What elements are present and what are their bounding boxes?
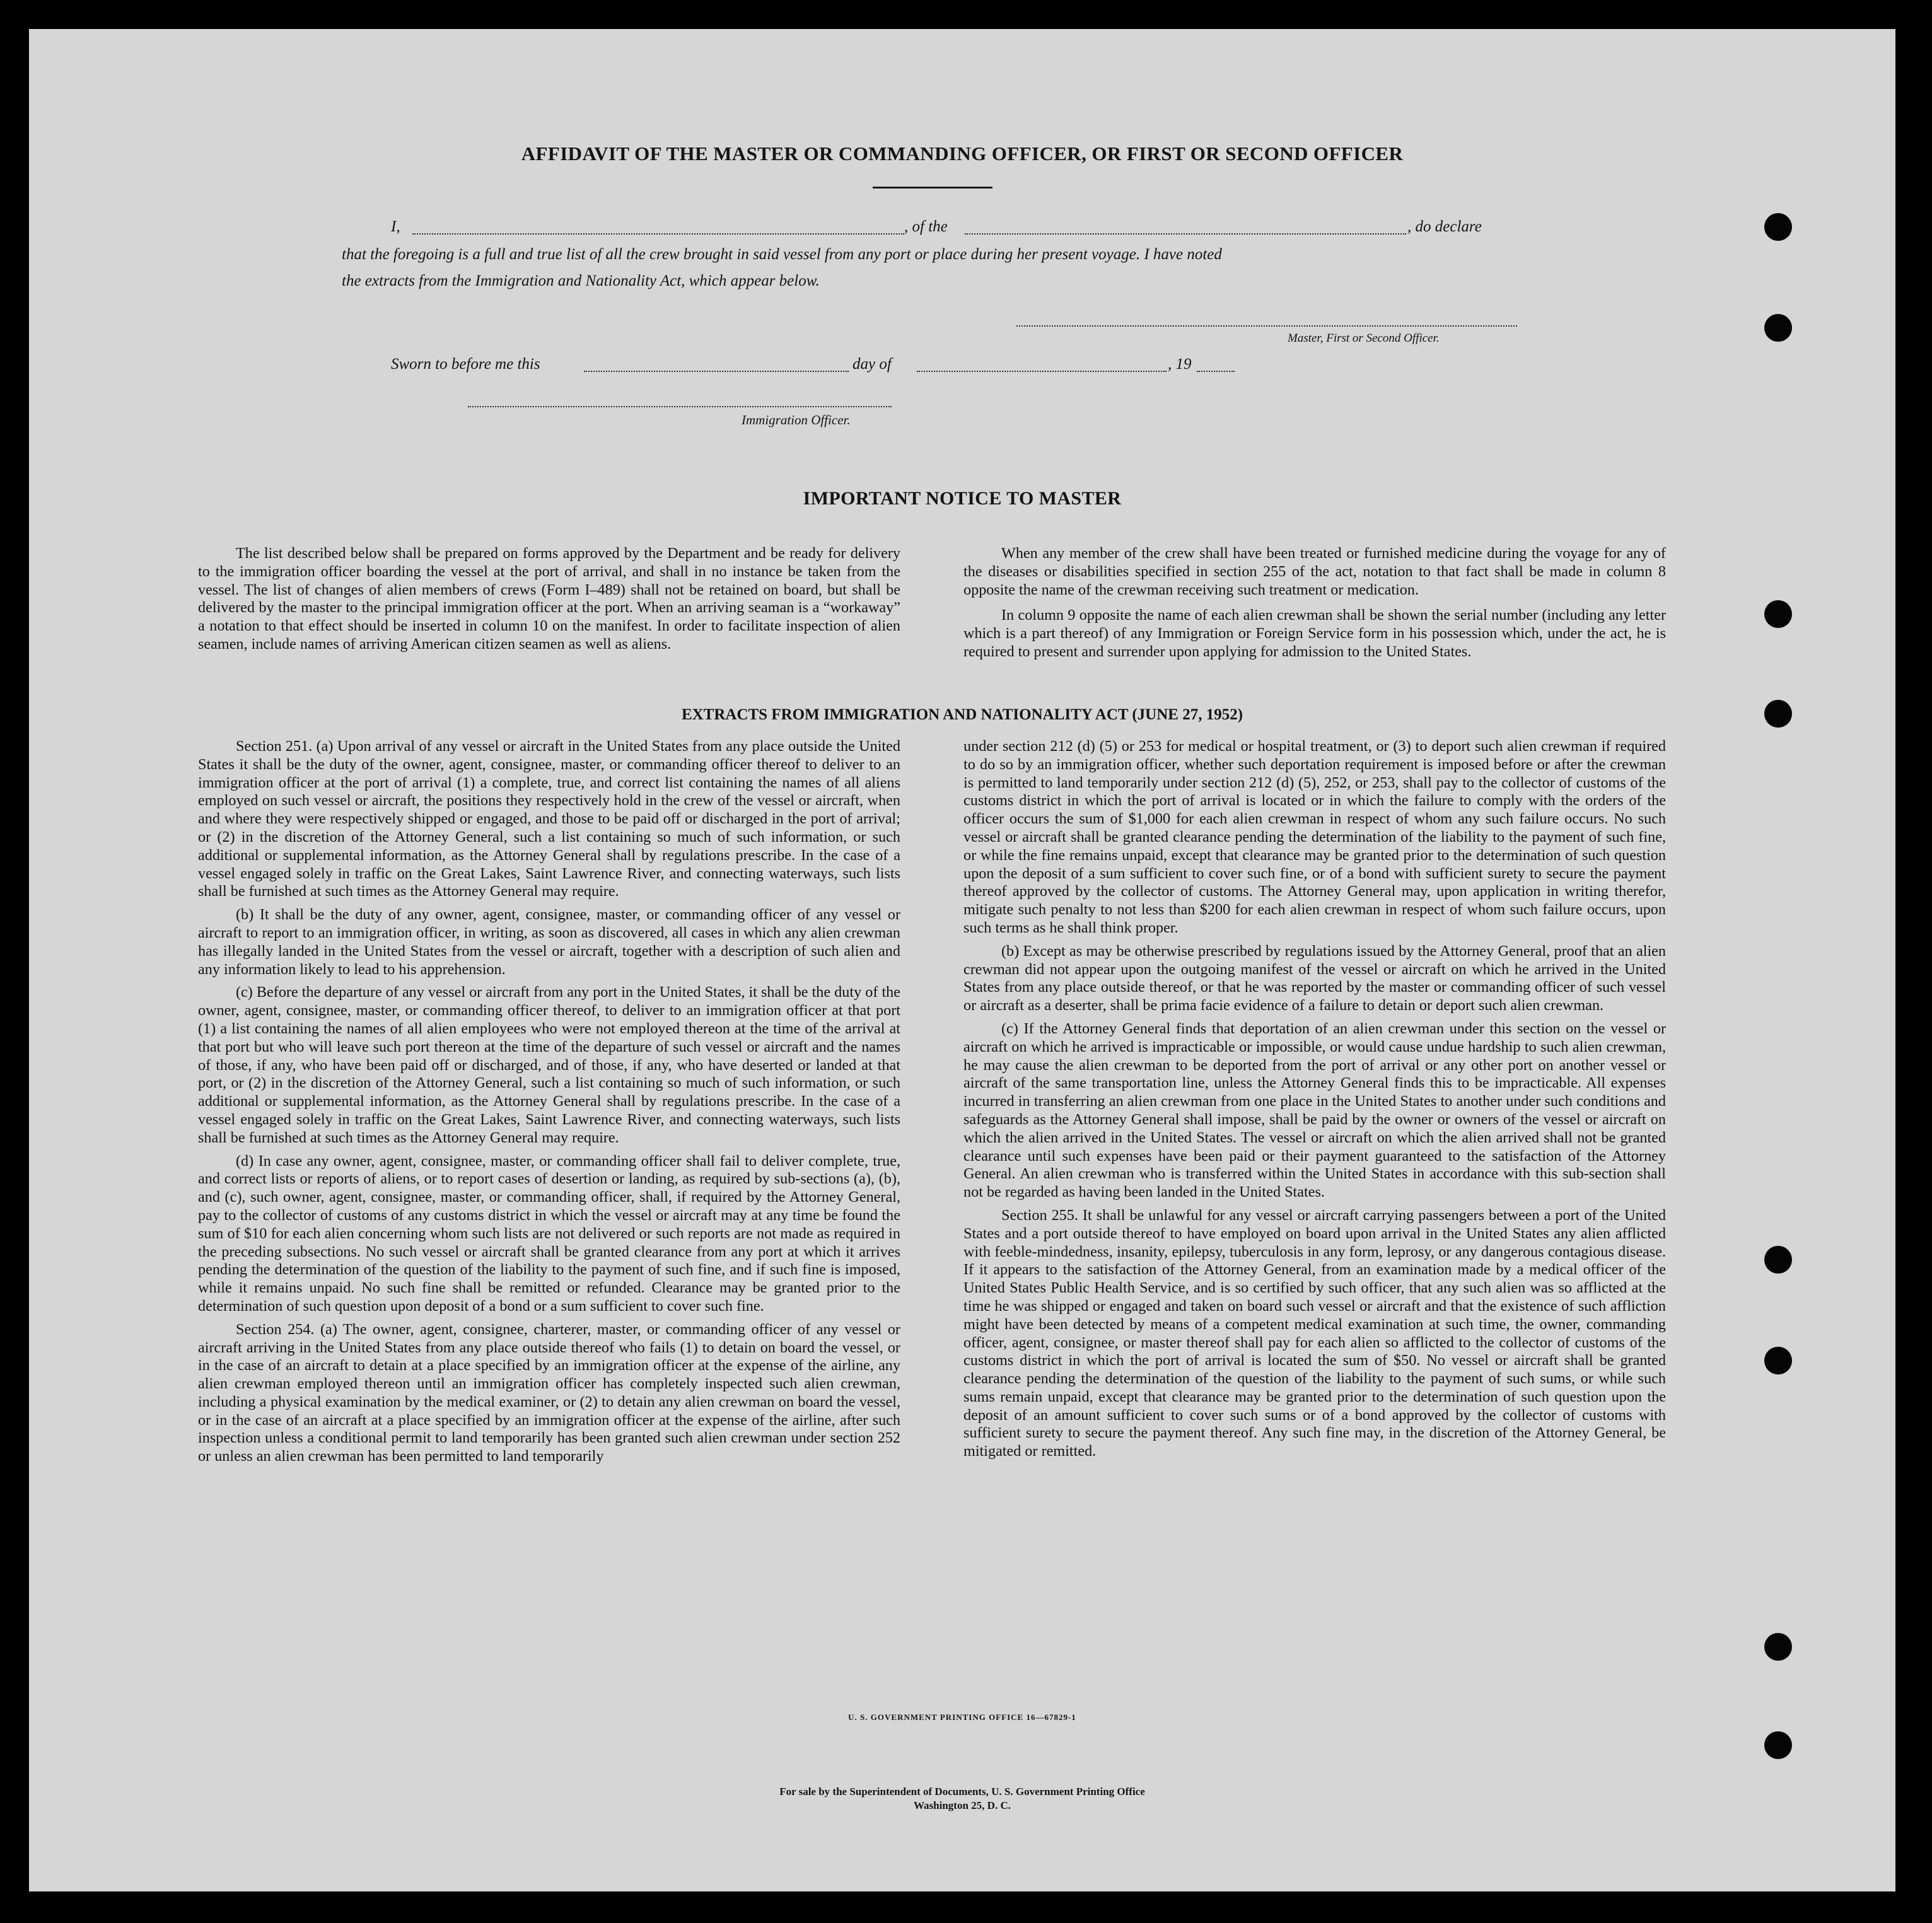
section-254-a-continued: under section 212 (d) (5) or 253 for medical or hospital treatment, or (3) to deport such alien crewman if required to do so by an immigration officer, whether such deportation requirement is imposed before or after the crewman is permitted to land temporarily under section 212 (d) (5), 252, or 253, shall pay to the collector of customs of the customs district in which the port of arrival is located or in which the failure to comply with the orders of the officer occurs the sum of $1,000 for each alien crewman in respect of whom any such failure occurs. No such vessel or aircraft shall be granted clearance pending the determination of the liability to the payment of such fine, or while the fine remains unpaid, except that clearance may be granted prior to the determination of such question upon the deposit of a sum sufficient to cover such fine, or of a bond with sufficient surety to secure the payment thereof approved by the collector of customs. The Attorney General may, upon application in writing therefor, mitigate such penalty to not less than $200 for each alien crewman in respect of whom such failure occurs, upon such terms as he shall think proper. xyxy=(963,738,1666,936)
do-declare-label: , do declare xyxy=(1407,218,1482,235)
declaration-line-2: the extracts from the Immigration and Nationality Act, which appear below. xyxy=(342,272,820,289)
section-254-c: (c) If the Attorney General finds that deportation of an alien crewman under this section on the vessel or aircraft on which he arrived is impracticable or impossible, or would cause undue hardship to such alien crewman, he may cause the alien crewman to be deported from the port of arrival or any other port on another vessel or aircraft of the same transportation line, unless the Attorney General finds this to be impracticable. All expenses incurred in transferring an alien crewman from one place in the United States to another under such conditions and safeguards as the Attorney General shall impose, shall be paid by the owner or owners of the vessel or aircraft on which the alien arrived in the United States. The vessel or aircraft on which the alien arrived shall not be granted clearance until such expenses have been paid or their payment guaranteed to the satisfaction of the Attorney General. An alien crewman who is transferred within the United States in accordance with this sub-section shall not be regarded as having been landed in the United States. xyxy=(963,1020,1666,1201)
section-251-a: Section 251. (a) Upon arrival of any vessel or aircraft in the United States from any place outside the United States it shall be the duty of the owner, agent, consignee, master, or commanding officer thereof to deliver to an immigration officer at the port of arrival (1) a complete, true, and correct list containing the names of all aliens employed on such vessel or aircraft, the positions they respectively hold in the crew of the vessel or aircraft, when and where they were respectively shipped or engaged, and those to be paid off or discharged in the port of arrival; or (2) in the discretion of the Attorney General, such a list containing so much of such information, or such additional or supplemental information, as the Attorney General shall by regulations prescribe. In the case of a vessel engaged solely in traffic on the Great Lakes, Saint Lawrence River, and connecting waterways, such lists shall be furnished at such times as the Attorney General may require. xyxy=(198,738,900,900)
title-rule xyxy=(873,187,992,189)
extracts-right-column xyxy=(963,738,1666,1461)
section-251-d: (d) In case any owner, agent, consignee, master, or commanding officer shall fail to deliver complete, true, and correct lists or reports of aliens, or to report cases of desertion or landing, as required by sub-sections (a), (b), and (c), such owner, agent, consignee, master, or commanding officer, shall, if required by the Attorney General, pay to the collector of customs of any customs district in which the vessel or aircraft may at any time be found the sum of $10 for each alien concerning whom such lists are not delivered or such reports are not made as required in the preceding subsections. No such vessel or aircraft shall be granted clearance from any port at which it arrives pending the determination of the question of the liability to the payment of such fine, and if such fine is imposed, while it remains unpaid. No such fine shall be remitted or refunded. Clearance may be granted prior to the determination of such question upon deposit of a bond or a sum sufficient to cover such fine. xyxy=(198,1152,900,1315)
section-254-b: (b) Except as may be otherwise prescribed by regulations issued by the Attorney General, proof that an alien crewman did not appear upon the outgoing manifest of the vessel or aircraft on which he arrived in the United States from any place outside thereof, or that he was reported by the master or commanding officer of such vessel or aircraft as a deserter, shall be prima facie evidence of a failure to detain or deport such alien crewman. xyxy=(963,942,1666,1014)
day-of-label: day of xyxy=(853,356,892,373)
of-the-label: , of the xyxy=(904,218,948,235)
binder-hole xyxy=(1764,213,1792,241)
sworn-year-field[interactable] xyxy=(1197,371,1235,372)
extracts-title: EXTRACTS FROM IMMIGRATION AND NATIONALITY ACT (JUNE 27, 1952) xyxy=(681,706,1243,723)
sworn-day-field[interactable] xyxy=(584,371,849,372)
binder-hole xyxy=(1764,1246,1792,1274)
master-signature-field[interactable] xyxy=(1016,325,1517,327)
notice-left-paragraph: The list described below shall be prepared on forms approved by the Department and be ready for delivery to the immigration officer boarding the vessel at the port of arrival, and shall in no instance be taken from the vessel. The list of changes of alien members of crews (Form I–489) shall not be retained on board, but shall be delivered by the master to the principal immigration officer at the port. When an arriving seaman is a “workaway” a notation to that effect should be inserted in column 10 on the manifest. In order to facilitate inspection of alien seamen, include names of arriving American citizen seamen as well as aliens. xyxy=(198,545,900,653)
extracts-left-column xyxy=(198,738,900,1466)
binder-hole xyxy=(1764,1347,1792,1374)
i-label: I, xyxy=(391,218,400,235)
sworn-month-field[interactable] xyxy=(917,371,1167,372)
binder-hole xyxy=(1764,314,1792,342)
officer-label: Immigration Officer. xyxy=(742,412,851,427)
vessel-field[interactable] xyxy=(965,233,1406,235)
document-page xyxy=(29,29,1895,1891)
section-254-a: Section 254. (a) The owner, agent, consignee, charterer, master, or commanding officer of any vessel or aircraft arriving in the United States from any place outside thereof who fails (1) to detain on board the vessel, or in the case of an aircraft to detain at a place specified by an immigration officer at the expense of the airline, any alien crewman employed thereon until an immigration officer has completely inspected such alien crewman, including a physical examination by the medical examiner, or (2) to detain any alien crewman on board the vessel, or in the case of an aircraft at a place specified by an immigration officer at the expense of the airline, after such inspection unless a conditional permit to land temporarily has been granted such alien crewman under section 252 or unless an alien crewman has been permitted to land temporarily xyxy=(198,1320,900,1465)
gpo-line: U. S. GOVERNMENT PRINTING OFFICE 16—67829-1 xyxy=(848,1712,1076,1722)
notice-right-paragraph-2: In column 9 opposite the name of each alien crewman shall be shown the serial number (including any letter which is a part thereof) of any Immigration or Foreign Service form in his possession which, under the act, he is required to present and surrender upon applying for admission to the United States. xyxy=(963,607,1666,660)
notice-right-column xyxy=(963,545,1666,661)
binder-hole xyxy=(1764,1731,1792,1759)
section-251-b: (b) It shall be the duty of any owner, agent, consignee, master, or commanding officer of any vessel or aircraft to report to an immigration officer, in writing, as soon as discovered, all cases in which any alien crewman has illegally landed in the United States from the vessel or aircraft, together with a description of such alien and any information likely to lead to his apprehension. xyxy=(198,906,900,978)
year-label: , 19 xyxy=(1168,356,1192,373)
sworn-label: Sworn to before me this xyxy=(391,356,540,373)
notice-title: IMPORTANT NOTICE TO MASTER xyxy=(803,488,1122,509)
notice-left-column xyxy=(198,545,900,654)
master-signature-label: Master, First or Second Officer. xyxy=(1288,332,1440,345)
notice-right-paragraph-1: When any member of the crew shall have been treated or furnished medicine during the voyage for any of the diseases or disabilities specified in section 255 of the act, notation to that fact shall be made in column 8 opposite the name of the crewman receiving such treatment or medication. xyxy=(963,545,1666,598)
binder-hole xyxy=(1764,600,1792,628)
name-field[interactable] xyxy=(412,233,904,235)
sale-line-2: Washington 25, D. C. xyxy=(914,1799,1011,1811)
declaration-line-1: that the foregoing is a full and true list of all the crew brought in said vessel from any port or place during her present voyage. I have noted xyxy=(342,246,1222,263)
binder-hole xyxy=(1764,1633,1792,1661)
officer-signature-field[interactable] xyxy=(468,406,892,407)
sale-line-1: For sale by the Superintendent of Documents, U. S. Government Printing Office xyxy=(779,1786,1145,1798)
affidavit-title: AFFIDAVIT OF THE MASTER OR COMMANDING OFFICER, OR FIRST OR SECOND OFFICER xyxy=(521,142,1404,165)
section-251-c: (c) Before the departure of any vessel or aircraft from any port in the United States, it shall be the duty of the owner, agent, consignee, master, or commanding officer thereof, to deliver to an immigration officer at that port (1) a list containing the names of all alien employees who were not employed thereon at the time of the arrival at that port but who will leave such port thereon at the time of the departure of such vessel or aircraft and the names of those, if any, who have been paid off or discharged, and of those, if any, who have deserted or landed at that port, or (2) in the discretion of the Attorney General, such a list containing so much of such information, or such additional or supplemental information, as the Attorney General shall by regulations prescribe. In the case of a vessel engaged solely in traffic on the Great Lakes, Saint Lawrence River, and connecting waterways, such lists shall be furnished at such times as the Attorney General may require. xyxy=(198,984,900,1146)
section-255: Section 255. It shall be unlawful for any vessel or aircraft carrying passengers between a port of the United States and a port outside thereof to have employed on board upon arrival in the United States any alien afflicted with feeble-mindedness, insanity, epilepsy, tuberculosis in any form, leprosy, or any dangerous contagious disease. If it appears to the satisfaction of the Attorney General, from an examination made by a medical officer of the United States Public Health Service, and is so certified by such officer, that any such alien was so afflicted at the time he was shipped or engaged and taken on board such vessel or aircraft and that the existence of such affliction might have been detected by means of a competent medical examination at such time, the owner, commanding officer, agent, consignee, or master thereof shall pay for each alien so afflicted to the collector of customs of the customs district in which the port of arrival is located the sum of $50. No vessel or aircraft shall be granted clearance pending the determination of the question of the liability to the payment of such sums, or while such sums remain unpaid, except that clearance may be granted prior to the determination of such question upon the deposit of an amount sufficient to cover such sums or of a bond approved by the collector of customs with sufficient surety to secure the payment thereof. Any such fine may, in the discretion of the Attorney General, be mitigated or remitted. xyxy=(963,1206,1666,1460)
